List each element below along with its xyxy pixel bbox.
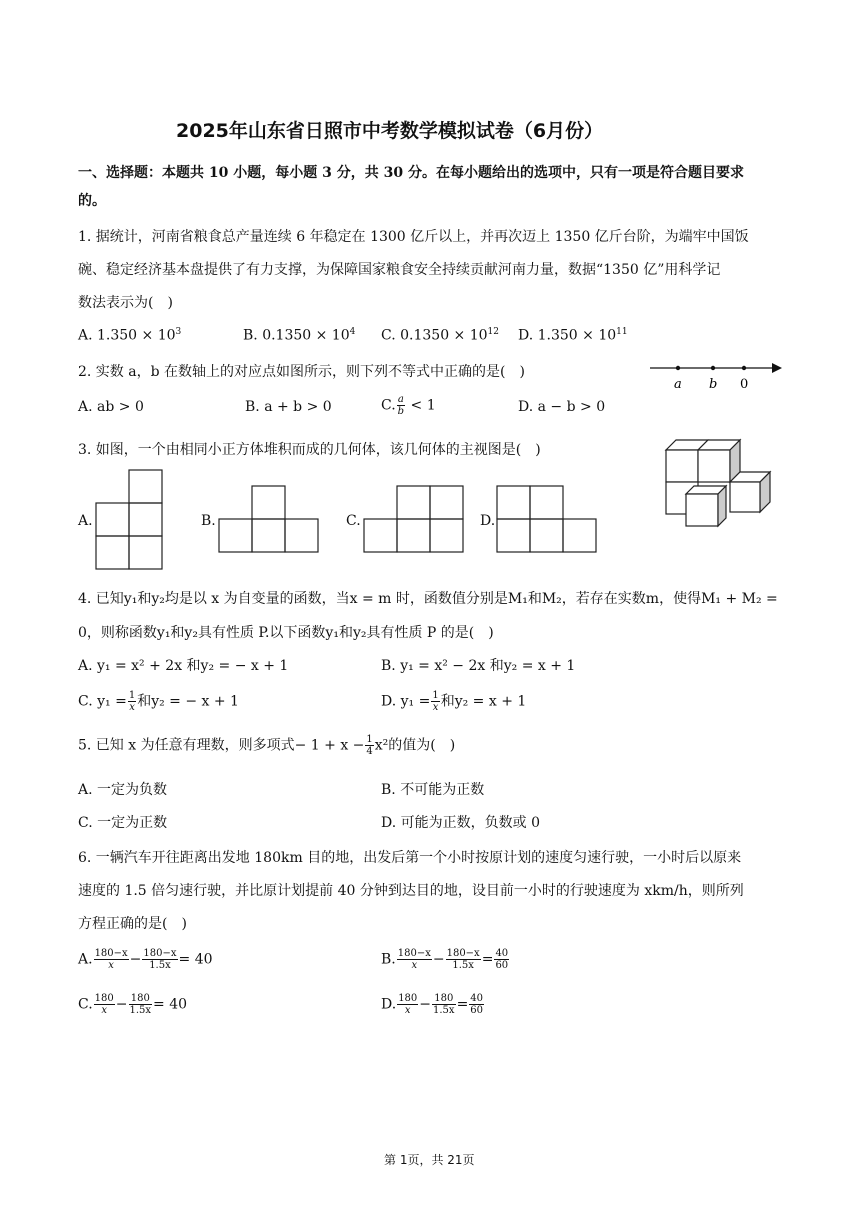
label-zero: 0 [740,377,749,392]
q1-line1: 1. 据统计，河南省粮食总产量连续 6 年稳定在 1300 亿斤以上，并再次迈上 1350 亿斤台阶，为端牢中国饭 [78,229,749,245]
section-heading-cont: 的。 [78,193,106,209]
q4-line1: 4. 已知y₁和y₂均是以 x 为自变量的函数，当x = m 时，函数值分别是M₁和M₂，若存在实数m，使得M₁ + M₂ = [78,591,778,607]
q3-option-d-figure [496,485,598,553]
q6-line3: 方程正确的是( ) [78,916,187,932]
q5-stem: 5. 已知 x 为任意有理数，则多项式− 1 + x − $\frac{1}{4}$ x²的值为( ) [78,734,456,757]
q4-line2: 0，则称函数y₁和y₂具有性质 P.以下函数y₁和y₂具有性质 P 的是( ) [78,625,494,641]
q1-line3: 数法表示为( ) [78,295,173,311]
q5-option-b: B. 不可能为正数 [381,782,485,798]
number-line-arrow [772,363,782,373]
q6-option-c: C. $\frac{180}{x}$ − $\frac{180}{1.5x}$ = 40 [78,993,188,1016]
q3-option-c-label: C. [346,513,361,529]
q3-option-a-label: A. [78,513,93,529]
q5-option-d: D. 可能为正数，负数或 0 [381,815,540,831]
point-zero [742,366,746,370]
q1-option-b: B. $0.1350 \times 10^4$ [243,327,356,344]
q3-stem: 3. 如图，一个由相同小正方体堆积而成的几何体，该几何体的主视图是( ) [78,442,541,458]
point-b [711,366,715,370]
q3-option-b-label: B. [201,513,216,529]
q3-option-d-label: D. [480,513,496,529]
q4-option-d: D. y₁ = $\frac{1}{x}$ 和y₂ = x + 1 [381,690,527,713]
q3-option-a-figure [95,469,165,571]
q4-option-a: A. y₁ = x² + 2x 和y₂ = − x + 1 [78,658,289,674]
q1-option-a: A. $1.350 \times 10^3$ [78,327,182,344]
q2-option-a: A. ab > 0 [78,399,144,415]
point-a [676,366,680,370]
page-footer: 第 1页，共 21页 [384,1153,475,1167]
page-title: 2025年山东省日照市中考数学模拟试卷（6月份） [176,120,604,142]
q6-line2: 速度的 1.5 倍匀速行驶，并比原计划提前 40 分钟到达目的地，设目前一小时的行驶速度为 xkm/h，则所列 [78,883,744,899]
q1-line2: 碗、稳定经济基本盘提供了有力支撑，为保障国家粮食安全持续贡献河南力量，数据“1350 亿”用科学记 [78,262,721,278]
label-a: a [674,377,682,392]
q6-option-d: D. $\frac{180}{x}$ − $\frac{180}{1.5x}$ = $\frac{40}{60}$ [381,993,484,1016]
q2-option-d: D. a − b > 0 [518,399,606,415]
q5-option-c: C. 一定为正数 [78,815,168,831]
number-line-figure [648,356,784,392]
q6-option-a: A. $\frac{180-x}{x}$ − $\frac{180-x}{1.5x}$ = 40 [78,948,213,971]
q4-option-b: B. y₁ = x² − 2x 和y₂ = x + 1 [381,658,576,674]
q2-stem: 2. 实数 a，b 在数轴上的对应点如图所示，则下列不等式中正确的是( ) [78,364,525,380]
q2-option-c: C. $\frac{a}{b}$ < 1 [381,394,436,417]
solid-figure-3d [660,436,782,528]
q3-option-b-figure [218,485,320,553]
q5-option-a: A. 一定为负数 [78,782,168,798]
q2-option-b: B. a + b > 0 [245,399,332,415]
q1-option-c: C. $0.1350 \times 10^{12}$ [381,327,499,344]
section-heading: 一、选择题：本题共 10 小题，每小题 3 分，共 30 分。在每小题给出的选项中，只有一项是符合题目要求 [78,165,744,181]
q1-option-d: D. $1.350 \times 10^{11}$ [518,327,628,344]
q4-option-c: C. y₁ = $\frac{1}{x}$ 和y₂ = − x + 1 [78,690,239,713]
label-b: b [709,377,718,392]
q6-line1: 6. 一辆汽车开往距离出发地 180km 目的地，出发后第一个小时按原计划的速度匀速行驶，一小时后以原来 [78,850,742,866]
q3-option-c-figure [363,485,465,553]
q6-option-b: B. $\frac{180-x}{x}$ − $\frac{180-x}{1.5x}$ = $\frac{40}{60}$ [381,948,509,971]
